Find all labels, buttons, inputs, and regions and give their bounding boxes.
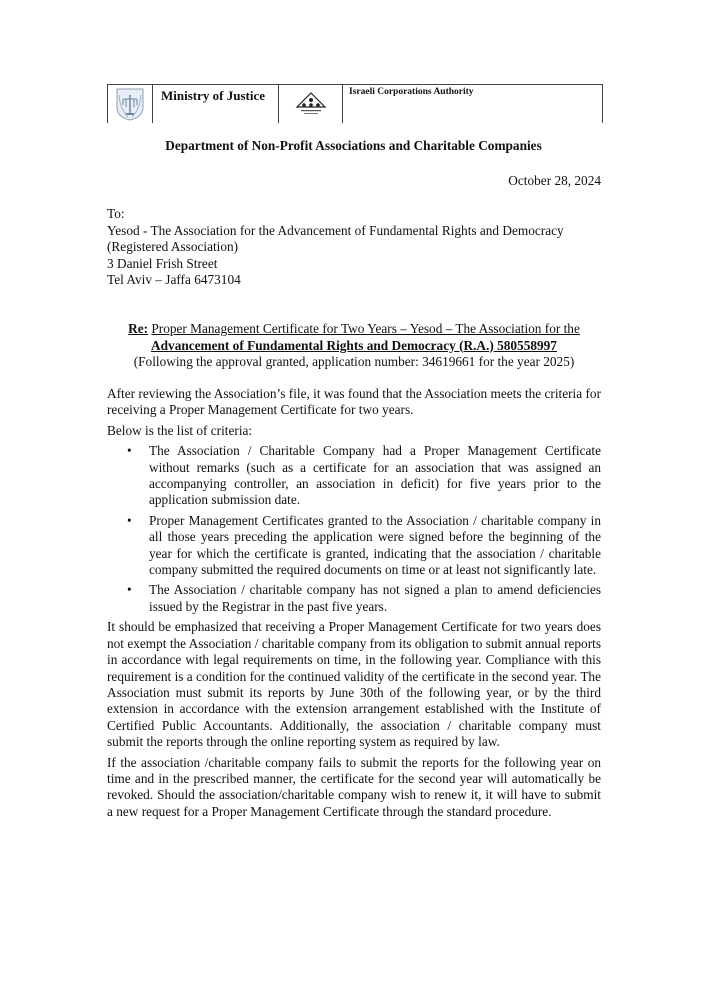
recipient-to-label: To: — [107, 206, 125, 221]
revocation-paragraph: If the association /charitable company fails to submit the reports for the following year on time and in the prescribed manner, the certificate for the second year will automatically be revoked. Should the association/charitable company wish to renew it, it will have to submit a new request for a Proper Management Certificate through the standard procedure. — [107, 754, 601, 819]
criteria-item — [127, 512, 601, 579]
criteria-text: Proper Management Certificates granted to the Association / charitable company in all those years preceding the application were signed before the beginning of the year for which the certificate is granted, indicating that the association / charitable company submitted the required documents on time or at least not significantly late. — [149, 512, 601, 578]
obligation-paragraph: It should be emphasized that receiving a Proper Management Certificate for two years does not exempt the Association / charitable company from its obligation to submit annual reports in accordance with legal requirements on time, in the following year. Compliance with this requirement is a condition for the continued validity of the certificate in the second year. The Association must submit its reports by June 30th of the following year, or by the third extension in accordance with the extension arrangement established with the Institute of Certified Public Accountants. Additionally, the association / charitable company must submit the reports through the online reporting system as required by law. — [107, 619, 601, 750]
criteria-item — [127, 443, 601, 509]
criteria-text: The Association / Charitable Company had a Proper Management Certificate without remarks (such as a certificate for an association that was assigned an accompanying controller, an association in deficit) for five years prior to the application submission date. — [149, 443, 601, 508]
state-emblem-icon — [114, 87, 146, 121]
recipient-line: Tel Aviv – Jaffa 6473104 — [107, 272, 241, 287]
criteria-text: The Association / charitable company has not signed a plan to amend deficiencies issued by the Registrar in the past five years. — [149, 582, 601, 614]
bullet-icon: • — [127, 582, 132, 598]
department-title: Department of Non-Profit Associations and Charitable Companies — [165, 138, 542, 153]
emblem-cell — [108, 85, 153, 123]
criteria-item — [127, 582, 601, 615]
criteria-list — [107, 443, 601, 615]
recipient-line: 3 Daniel Frish Street — [107, 255, 218, 271]
subject-title: Proper Management Certificate for Two Years – Yesod – The Association for the — [151, 321, 580, 336]
subject-line-1 — [107, 321, 601, 338]
subject-line-2: Advancement of Fundamental Rights and Democracy (R.A.) 580558997 — [151, 337, 557, 353]
bullet-icon: • — [127, 443, 132, 459]
recipient-block — [107, 206, 564, 289]
recipient-line: Yesod - The Association for the Advancement of Fundamental Rights and Democracy — [107, 222, 564, 238]
recipient-line: (Registered Association) — [107, 239, 239, 254]
authority-cell — [343, 85, 602, 123]
letterhead — [107, 84, 603, 123]
ministry-name: Ministry of Justice — [161, 88, 265, 103]
subject-block — [107, 321, 601, 371]
ministry-cell — [153, 85, 279, 123]
letter-date: October 28, 2024 — [508, 173, 601, 188]
bullet-icon: • — [127, 512, 132, 528]
criteria-intro: Below is the list of criteria: — [107, 422, 253, 438]
intro-paragraph: After reviewing the Association’s file, it was found that the Association meets the criteria for receiving a Proper Management Certificate for two years. — [107, 386, 601, 418]
subject-line-3: (Following the approval granted, application number: 34619661 for the year 2025) — [133, 354, 575, 369]
letter-body — [107, 386, 601, 820]
authority-name: Israeli Corporations Authority — [349, 87, 474, 97]
authority-logo-cell — [279, 85, 343, 123]
corporations-authority-logo-icon — [291, 91, 331, 117]
subject-re-label: Re: — [128, 321, 149, 336]
